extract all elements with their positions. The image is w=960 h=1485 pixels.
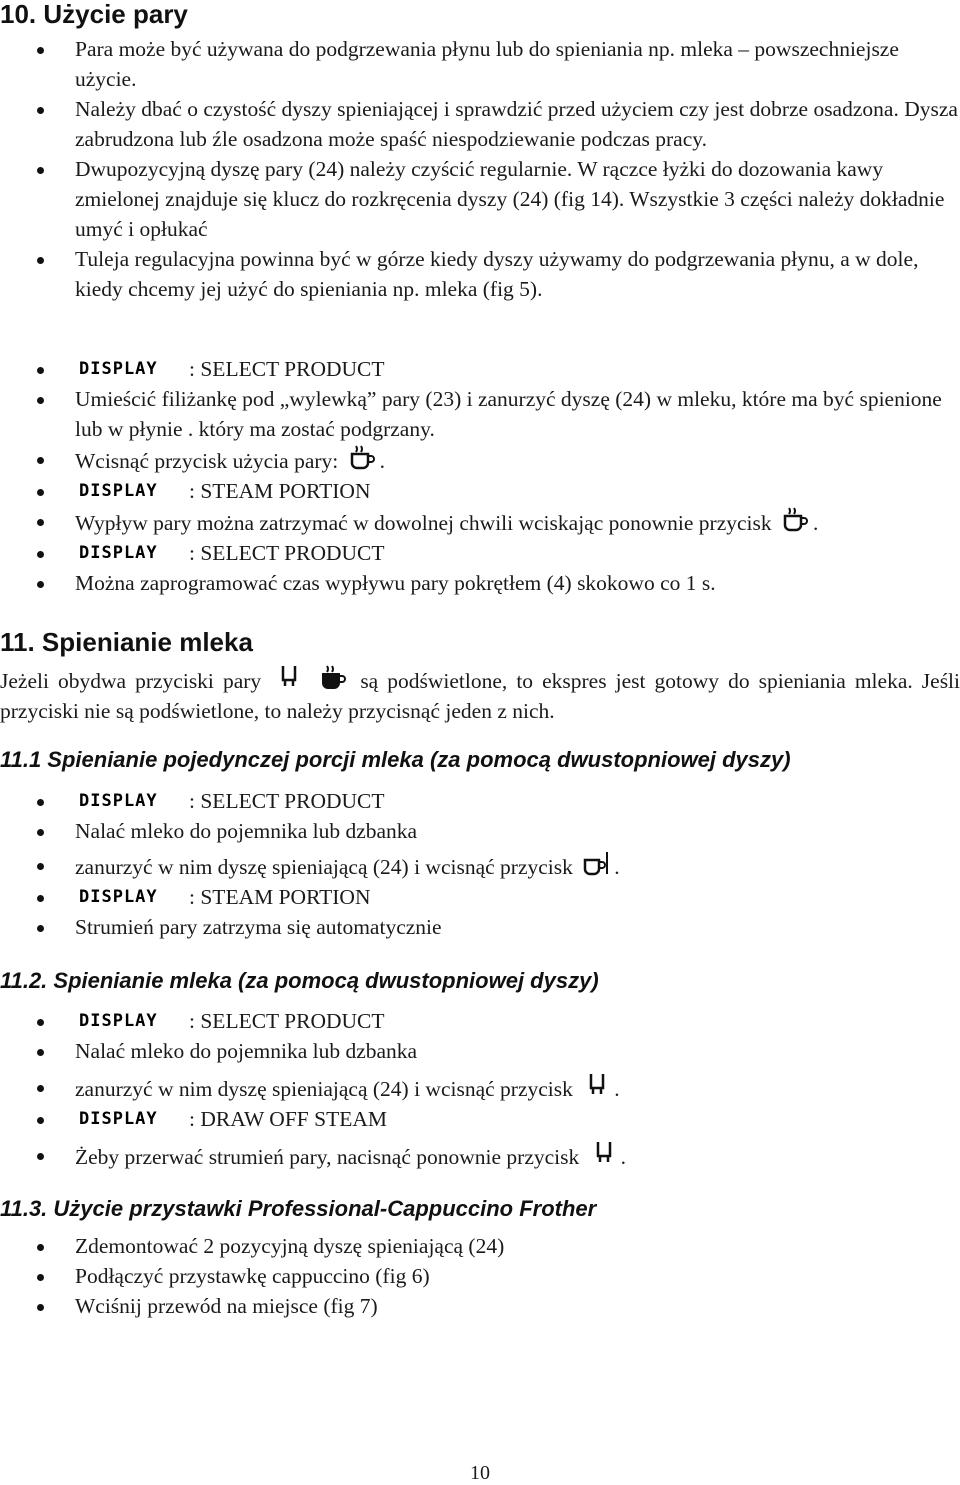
list-item: Umieścić filiżankę pod „wylewką” pary (23) i zanurzyć dyszę (24) w mleku, które ma być spienione lub w płynie . który ma zostać podgrzany. [0,384,960,444]
list-item [0,786,960,816]
display-text: : DRAW OFF STEAM [189,1107,387,1131]
section-10-list [0,34,960,304]
step-text: Wypływ pary można zatrzymać w dowolnej chwili wciskając ponownie przycisk [75,511,772,535]
display-icon [75,541,185,563]
steam-nozzle-icon [581,1072,611,1098]
steam-nozzle-icon [588,1140,618,1166]
list-item: Dwupozycyjną dyszę pary (24) należy czyścić regularnie. W rączce łyżki do dozowania kawy zmielonej znajduje się klucz do rozkręcenia dyszy (24) (fig 14). Wszystkie 3 części należy dokładnie umyć i opłukać [0,154,960,244]
display-text: : SELECT PRODUCT [189,789,385,813]
steam-nozzle-icon [273,664,303,690]
list-item [0,1104,960,1134]
list-item: Podłączyć przystawkę cappuccino (fig 6) [0,1261,960,1291]
section-11-3-title: 11.3. Użycie przystawki Professional-Cappuccino Frother [0,1196,597,1221]
svg-text:DISPLAY: DISPLAY [79,791,158,811]
list-item [0,506,960,538]
display-text: : SELECT PRODUCT [189,1009,385,1033]
display-text: : STEAM PORTION [189,885,371,909]
section-11-intro [0,664,960,726]
section-11-title: 11. Spienianie mleka [0,627,253,657]
display-icon [75,479,185,501]
section-11-2-steps [0,1006,960,1172]
list-item: Można zaprogramować czas wypływu pary pokrętłem (4) skokowo co 1 s. [0,568,960,598]
list-item: Tuleja regulacyjna powinna być w górze kiedy dyszy używamy do podgrzewania płynu, a w dole, kiedy chcemy jej użyć do spieniania np. mleka (fig 5). [0,244,960,304]
section-10-title: 10. Użycie pary [0,0,188,29]
list-item [0,1006,960,1036]
intro-text: są podświetlone, to ekspres jest gotowy do spieniania mleka. Jeśli przyciski nie są podświetlone, to należy przycisnąć jeden z nich. [0,669,960,723]
steam-cup-icon [347,444,377,470]
steam-cup-icon [780,506,810,532]
list-item [0,354,960,384]
display-icon [75,1107,185,1129]
steam-cup-icon [581,850,611,876]
svg-text:DISPLAY: DISPLAY [79,543,158,563]
svg-text:DISPLAY: DISPLAY [79,1109,158,1129]
step-text: Żeby przerwać strumień pary, nacisnąć ponownie przycisk [75,1145,580,1169]
display-icon [75,1009,185,1031]
svg-text:DISPLAY: DISPLAY [79,481,158,501]
list-item [0,850,960,882]
display-text: : SELECT PRODUCT [189,541,385,565]
list-item [0,1072,960,1104]
svg-text:DISPLAY: DISPLAY [79,1011,158,1031]
section-11-3-list [0,1231,960,1321]
step-text: Wcisnąć przycisk użycia pary: [75,449,339,473]
svg-text:DISPLAY: DISPLAY [79,359,158,379]
svg-text:DISPLAY: DISPLAY [79,887,158,907]
list-item: Wciśnij przewód na miejsce (fig 7) [0,1291,960,1321]
list-item: Strumień pary zatrzyma się automatycznie [0,912,960,942]
list-item: Nalać mleko do pojemnika lub dzbanka [0,1036,960,1066]
display-icon [75,357,185,379]
display-icon [75,789,185,811]
list-item [0,882,960,912]
step-text: . [620,1145,627,1169]
display-text: : STEAM PORTION [189,479,371,503]
steam-cup-icon [318,664,348,690]
section-11-1-steps [0,786,960,942]
intro-text: Jeżeli obydwa przyciski pary [0,669,262,693]
step-text: . [813,511,819,535]
list-item: Zdemontować 2 pozycyjną dyszę spieniającą (24) [0,1231,960,1261]
display-text: : SELECT PRODUCT [189,357,385,381]
list-item: Para może być używana do podgrzewania płynu lub do spieniania np. mleka – powszechniejsze użycie. [0,34,960,94]
step-text: . [614,1077,620,1101]
list-item [0,538,960,568]
step-text: zanurzyć w nim dyszę spieniającą (24) i wcisnąć przycisk [75,1077,573,1101]
list-item: Należy dbać o czystość dyszy spieniającej i sprawdzić przed użyciem czy jest dobrze osadzona. Dysza zabrudzona lub źle osadzona może spaść niespodziewanie podczas pracy. [0,94,960,154]
list-item [0,444,960,476]
list-item [0,476,960,506]
page-number: 10 [470,1462,490,1484]
list-item [0,1140,960,1172]
step-text: . [379,449,385,473]
section-10-steps [0,354,960,598]
section-11-1-title: 11.1 Spienianie pojedynczej porcji mleka (za pomocą dwustopniowej dyszy) [0,747,791,772]
section-11-2-title: 11.2. Spienianie mleka (za pomocą dwustopniowej dyszy) [0,968,599,993]
step-text: zanurzyć w nim dyszę spieniającą (24) i wcisnąć przycisk [75,855,573,879]
list-item: Nalać mleko do pojemnika lub dzbanka [0,816,960,846]
display-icon [75,885,185,907]
step-text: . [614,855,620,879]
